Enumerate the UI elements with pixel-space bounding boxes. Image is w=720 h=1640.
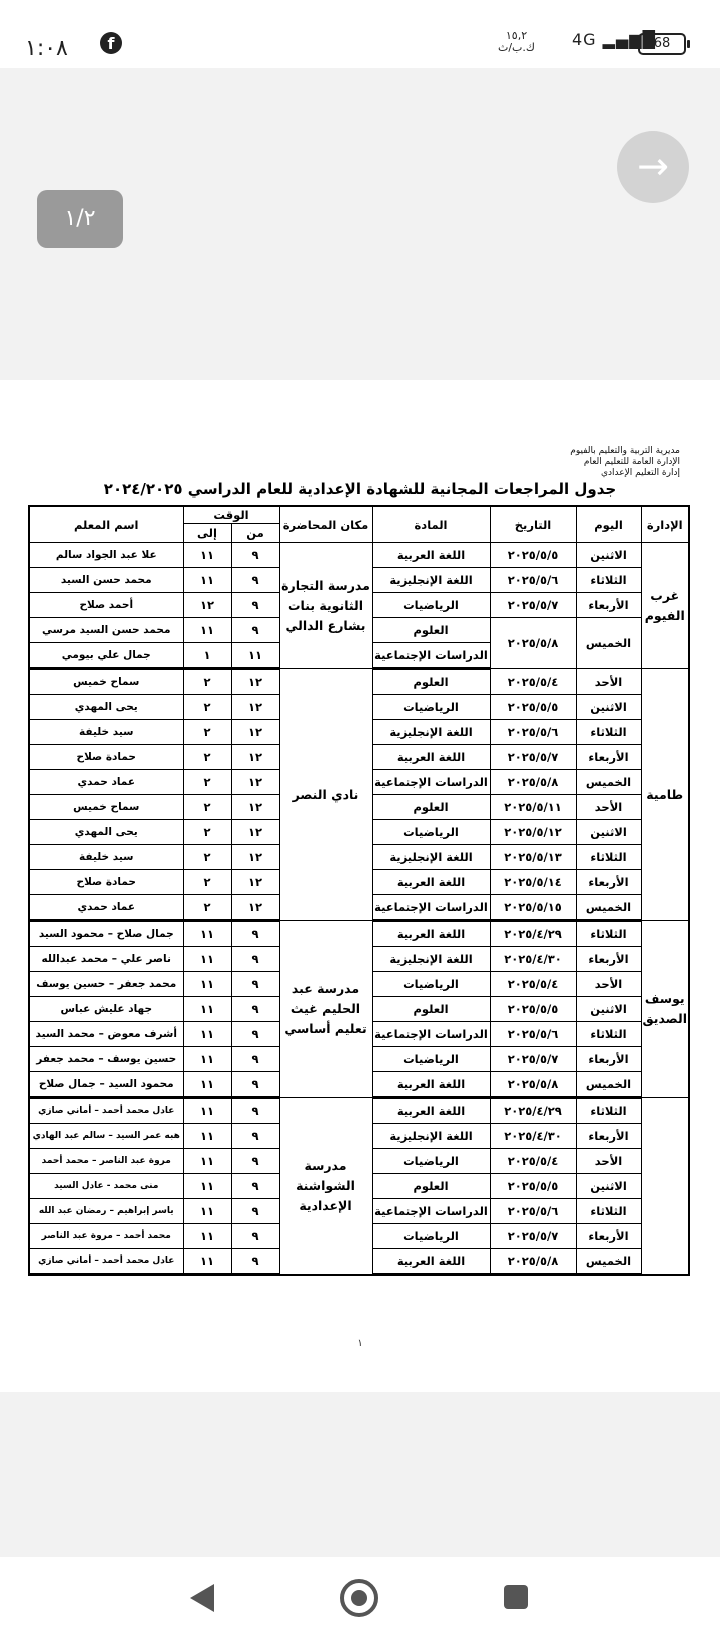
header-day: اليوم (576, 506, 641, 543)
day-cell: الأحد (576, 669, 641, 695)
subject-cell: اللغة الإنجليزية (372, 1124, 490, 1149)
teacher-cell: جهاد عليش عباس (29, 997, 183, 1022)
subject-cell: الدراسات الإجتماعية (372, 1199, 490, 1224)
from-cell: ٩ (231, 543, 279, 568)
from-cell: ٩ (231, 1199, 279, 1224)
from-cell: ١٢ (231, 820, 279, 845)
subject-cell: العلوم (372, 1174, 490, 1199)
to-cell: ٢ (183, 695, 231, 720)
page-indicator: ١/٢ (37, 190, 123, 248)
to-cell: ١١ (183, 997, 231, 1022)
from-cell: ١٢ (231, 845, 279, 870)
day-cell: الأحد (576, 795, 641, 820)
from-cell: ٩ (231, 997, 279, 1022)
to-cell: ٢ (183, 720, 231, 745)
day-cell: الاثنين (576, 1174, 641, 1199)
subject-cell: اللغة العربية (372, 870, 490, 895)
from-cell: ٩ (231, 593, 279, 618)
header-admin: الإدارة (641, 506, 689, 543)
day-cell: الخميس (576, 895, 641, 921)
header-teacher: اسم المعلم (29, 506, 183, 543)
teacher-cell: أشرف معوض – محمد السيد (29, 1022, 183, 1047)
date-cell: ٢٠٢٥/٥/٨ (490, 1072, 576, 1098)
facebook-icon: f (100, 32, 122, 54)
subject-cell: اللغة العربية (372, 1249, 490, 1275)
subject-cell: الرياضيات (372, 593, 490, 618)
from-cell: ١٢ (231, 895, 279, 921)
battery-level: 68 (653, 36, 671, 51)
admin-cell: طامية (641, 669, 689, 921)
teacher-cell: محمد أحمد – مروة عبد الناصر (29, 1224, 183, 1249)
day-cell: الثلاثاء (576, 1022, 641, 1047)
date-cell: ٢٠٢٥/٥/٦ (490, 1199, 576, 1224)
teacher-cell: محمود السيد – جمال صلاح (29, 1072, 183, 1098)
to-cell: ١١ (183, 1098, 231, 1124)
from-cell: ١٢ (231, 745, 279, 770)
from-cell: ٩ (231, 1174, 279, 1199)
header-line-2: الإدارة العامة للتعليم العام (583, 457, 680, 467)
from-cell: ٩ (231, 1224, 279, 1249)
subject-cell: اللغة الإنجليزية (372, 845, 490, 870)
day-cell: الثلاثاء (576, 720, 641, 745)
header-line-1: مديرية التربية والتعليم بالفيوم (570, 446, 680, 456)
from-cell: ٩ (231, 1047, 279, 1072)
day-cell: الثلاثاء (576, 1098, 641, 1124)
date-cell: ٢٠٢٥/٥/٨ (490, 1249, 576, 1275)
from-cell: ٩ (231, 1149, 279, 1174)
day-cell: الأربعاء (576, 1047, 641, 1072)
schedule-table (28, 505, 690, 1276)
network-type: 4G (572, 30, 597, 49)
teacher-cell: محمد حسن السيد مرسي (29, 618, 183, 643)
date-cell: ٢٠٢٥/٥/٧ (490, 745, 576, 770)
teacher-cell: محمد جعفر – حسين يوسف (29, 972, 183, 997)
to-cell: ١١ (183, 1149, 231, 1174)
teacher-cell: سيد خليفة (29, 720, 183, 745)
header-subject: المادة (372, 506, 490, 543)
day-cell: الأربعاء (576, 947, 641, 972)
table-row (29, 543, 689, 568)
subject-cell: اللغة العربية (372, 921, 490, 947)
subject-cell: الدراسات الإجتماعية (372, 1022, 490, 1047)
subject-cell: اللغة الإنجليزية (372, 568, 490, 593)
date-cell: ٢٠٢٥/٥/١٢ (490, 820, 576, 845)
to-cell: ١١ (183, 543, 231, 568)
network-speed-unit: ك.ب/ث (498, 41, 535, 54)
table-row (29, 669, 689, 695)
from-cell: ١٢ (231, 720, 279, 745)
recents-square-icon[interactable] (504, 1585, 528, 1609)
day-cell: الاثنين (576, 695, 641, 720)
day-cell: الثلاثاء (576, 568, 641, 593)
subject-cell: الرياضيات (372, 695, 490, 720)
to-cell: ٢ (183, 669, 231, 695)
date-cell: ٢٠٢٥/٥/٤ (490, 972, 576, 997)
date-cell: ٢٠٢٥/٥/٤ (490, 1149, 576, 1174)
subject-cell: اللغة العربية (372, 543, 490, 568)
from-cell: ١٢ (231, 695, 279, 720)
subject-cell: العلوم (372, 997, 490, 1022)
day-cell: الأحد (576, 972, 641, 997)
date-cell: ٢٠٢٥/٥/٦ (490, 1022, 576, 1047)
from-cell: ٩ (231, 618, 279, 643)
place-cell: مدرسة عبد الحليم غيث تعليم أساسي (279, 921, 372, 1098)
place-cell: مدرسة الشواشنة الإعدادية (279, 1098, 372, 1275)
from-cell: ٩ (231, 1098, 279, 1124)
subject-cell: الرياضيات (372, 972, 490, 997)
subject-cell: اللغة العربية (372, 1072, 490, 1098)
document-page (0, 380, 720, 1392)
from-cell: ١١ (231, 643, 279, 669)
from-cell: ١٢ (231, 795, 279, 820)
header-line-3: إدارة التعليم الإعدادي (600, 468, 680, 478)
teacher-cell: جمال علي بيومي (29, 643, 183, 669)
day-cell: الأحد (576, 1149, 641, 1174)
header-from: من (231, 524, 279, 543)
to-cell: ٢ (183, 870, 231, 895)
day-cell: الأربعاء (576, 1124, 641, 1149)
header-place: مكان المحاضرة (279, 506, 372, 543)
from-cell: ١٢ (231, 870, 279, 895)
subject-cell: اللغة الإنجليزية (372, 720, 490, 745)
to-cell: ١١ (183, 1124, 231, 1149)
subject-cell: الدراسات الإجتماعية (372, 643, 490, 669)
place-cell: مدرسة التجارة الثانوية بنات بشارع الدالي (279, 543, 372, 669)
teacher-cell: هبه عمر السيد – سالم عبد الهادي (29, 1124, 183, 1149)
day-cell: الأربعاء (576, 745, 641, 770)
teacher-cell: عادل محمد أحمد – أماني صازي (29, 1098, 183, 1124)
to-cell: ١١ (183, 1174, 231, 1199)
teacher-cell: منى محمد - عادل السيد (29, 1174, 183, 1199)
day-cell: الثلاثاء (576, 1199, 641, 1224)
back-triangle-icon[interactable] (190, 1584, 214, 1612)
to-cell: ١١ (183, 1022, 231, 1047)
to-cell: ١٢ (183, 593, 231, 618)
subject-cell: العلوم (372, 795, 490, 820)
network-speed-value: ١٥,٢ (505, 29, 528, 42)
teacher-cell: حمادة صلاح (29, 870, 183, 895)
date-cell: ٢٠٢٥/٥/٧ (490, 1224, 576, 1249)
teacher-cell: مروة عبد الناصر – محمد أحمد (29, 1149, 183, 1174)
navigation-bar (0, 1557, 720, 1640)
date-cell: ٢٠٢٥/٥/٤ (490, 669, 576, 695)
admin-cell: يوسف الصديق (641, 921, 689, 1098)
teacher-cell: عماد حمدي (29, 770, 183, 795)
date-cell: ٢٠٢٥/٤/٢٩ (490, 1098, 576, 1124)
viewer-top-area (0, 68, 720, 380)
from-cell: ٩ (231, 921, 279, 947)
date-cell: ٢٠٢٥/٤/٢٩ (490, 921, 576, 947)
teacher-cell: حسين يوسف – محمد جعفر (29, 1047, 183, 1072)
teacher-cell: أحمد صلاح (29, 593, 183, 618)
day-cell: الخميس (576, 770, 641, 795)
teacher-cell: يحى المهدي (29, 820, 183, 845)
date-cell: ٢٠٢٥/٥/٦ (490, 720, 576, 745)
date-cell: ٢٠٢٥/٤/٣٠ (490, 1124, 576, 1149)
from-cell: ١٢ (231, 669, 279, 695)
teacher-cell: محمد حسن السيد (29, 568, 183, 593)
subject-cell: الرياضيات (372, 820, 490, 845)
subject-cell: الدراسات الإجتماعية (372, 895, 490, 921)
teacher-cell: سماح خميس (29, 795, 183, 820)
to-cell: ١١ (183, 568, 231, 593)
date-cell: ٢٠٢٥/٥/٧ (490, 1047, 576, 1072)
date-cell: ٢٠٢٥/٥/١٣ (490, 845, 576, 870)
place-cell: نادي النصر (279, 669, 372, 921)
day-cell: الخميس (576, 1249, 641, 1275)
date-cell: ٢٠٢٥/٥/١٤ (490, 870, 576, 895)
from-cell: ٩ (231, 1072, 279, 1098)
date-cell: ٢٠٢٥/٥/٥ (490, 1174, 576, 1199)
subject-cell: اللغة العربية (372, 1098, 490, 1124)
clock: ١:٠٨ (25, 36, 68, 61)
to-cell: ١١ (183, 1072, 231, 1098)
from-cell: ٩ (231, 1022, 279, 1047)
subject-cell: الرياضيات (372, 1149, 490, 1174)
day-cell: الخميس (576, 1072, 641, 1098)
network-speed (498, 30, 535, 54)
to-cell: ١١ (183, 947, 231, 972)
teacher-cell: سيد خليفة (29, 845, 183, 870)
from-cell: ٩ (231, 1124, 279, 1149)
from-cell: ٩ (231, 1249, 279, 1275)
teacher-cell: سماح خميس (29, 669, 183, 695)
to-cell: ١١ (183, 618, 231, 643)
to-cell: ٢ (183, 770, 231, 795)
date-cell: ٢٠٢٥/٥/٨ (490, 770, 576, 795)
teacher-cell: عماد حمدي (29, 895, 183, 921)
date-cell: ٢٠٢٥/٥/٥ (490, 543, 576, 568)
date-cell: ٢٠٢٥/٥/١٥ (490, 895, 576, 921)
day-cell: الثلاثاء (576, 921, 641, 947)
viewer-bottom-area (0, 1392, 720, 1557)
date-cell: ٢٠٢٥/٥/٨ (490, 618, 576, 669)
subject-cell: الدراسات الإجتماعية (372, 770, 490, 795)
page-number: ١ (357, 1338, 363, 1349)
header-date: التاريخ (490, 506, 576, 543)
to-cell: ١١ (183, 1199, 231, 1224)
date-cell: ٢٠٢٥/٥/١١ (490, 795, 576, 820)
day-cell: الأربعاء (576, 1224, 641, 1249)
day-cell: الأربعاء (576, 870, 641, 895)
status-bar (0, 0, 720, 68)
date-cell: ٢٠٢٥/٤/٣٠ (490, 947, 576, 972)
from-cell: ١٢ (231, 770, 279, 795)
day-cell: الخميس (576, 618, 641, 669)
to-cell: ١ (183, 643, 231, 669)
schedule-body (29, 543, 689, 1275)
arrow-right-icon[interactable]: → (617, 131, 689, 203)
header-to: إلى (183, 524, 231, 543)
teacher-cell: علا عبد الجواد سالم (29, 543, 183, 568)
to-cell: ١١ (183, 1249, 231, 1275)
day-cell: الاثنين (576, 820, 641, 845)
table-row (29, 921, 689, 947)
to-cell: ٢ (183, 845, 231, 870)
from-cell: ٩ (231, 972, 279, 997)
to-cell: ٢ (183, 745, 231, 770)
admin-cell (641, 1098, 689, 1275)
table-row (29, 1098, 689, 1124)
to-cell: ١١ (183, 972, 231, 997)
teacher-cell: جمال صلاح – محمود السيد (29, 921, 183, 947)
from-cell: ٩ (231, 947, 279, 972)
date-cell: ٢٠٢٥/٥/٥ (490, 997, 576, 1022)
teacher-cell: حمادة صلاح (29, 745, 183, 770)
day-cell: الثلاثاء (576, 845, 641, 870)
teacher-cell: يحى المهدي (29, 695, 183, 720)
day-cell: الاثنين (576, 543, 641, 568)
to-cell: ٢ (183, 895, 231, 921)
home-circle-icon[interactable] (340, 1579, 378, 1617)
teacher-cell: عادل محمد أحمد – أماني صازي (29, 1249, 183, 1275)
teacher-cell: ياسر إبراهيم – رمضان عبد الله (29, 1199, 183, 1224)
from-cell: ٩ (231, 568, 279, 593)
teacher-cell: ناصر علي – محمد عبدالله (29, 947, 183, 972)
header-time: الوقت (183, 506, 279, 524)
subject-cell: اللغة العربية (372, 745, 490, 770)
date-cell: ٢٠٢٥/٥/٥ (490, 695, 576, 720)
to-cell: ١١ (183, 1224, 231, 1249)
admin-cell: غرب الفيوم (641, 543, 689, 669)
signal-icon: 4G ▂▄▆█ (572, 30, 656, 49)
document-title: جدول المراجعات المجانية للشهادة الإعدادية للعام الدراسي ٢٠٢٤/٢٠٢٥ (103, 480, 617, 498)
date-cell: ٢٠٢٥/٥/٧ (490, 593, 576, 618)
subject-cell: الرياضيات (372, 1224, 490, 1249)
to-cell: ١١ (183, 921, 231, 947)
subject-cell: الرياضيات (372, 1047, 490, 1072)
subject-cell: اللغة الإنجليزية (372, 947, 490, 972)
day-cell: الأربعاء (576, 593, 641, 618)
date-cell: ٢٠٢٥/٥/٦ (490, 568, 576, 593)
day-cell: الاثنين (576, 997, 641, 1022)
to-cell: ١١ (183, 1047, 231, 1072)
to-cell: ٢ (183, 795, 231, 820)
subject-cell: العلوم (372, 669, 490, 695)
subject-cell: العلوم (372, 618, 490, 643)
to-cell: ٢ (183, 820, 231, 845)
document-header (570, 446, 680, 479)
battery-icon (638, 33, 686, 55)
